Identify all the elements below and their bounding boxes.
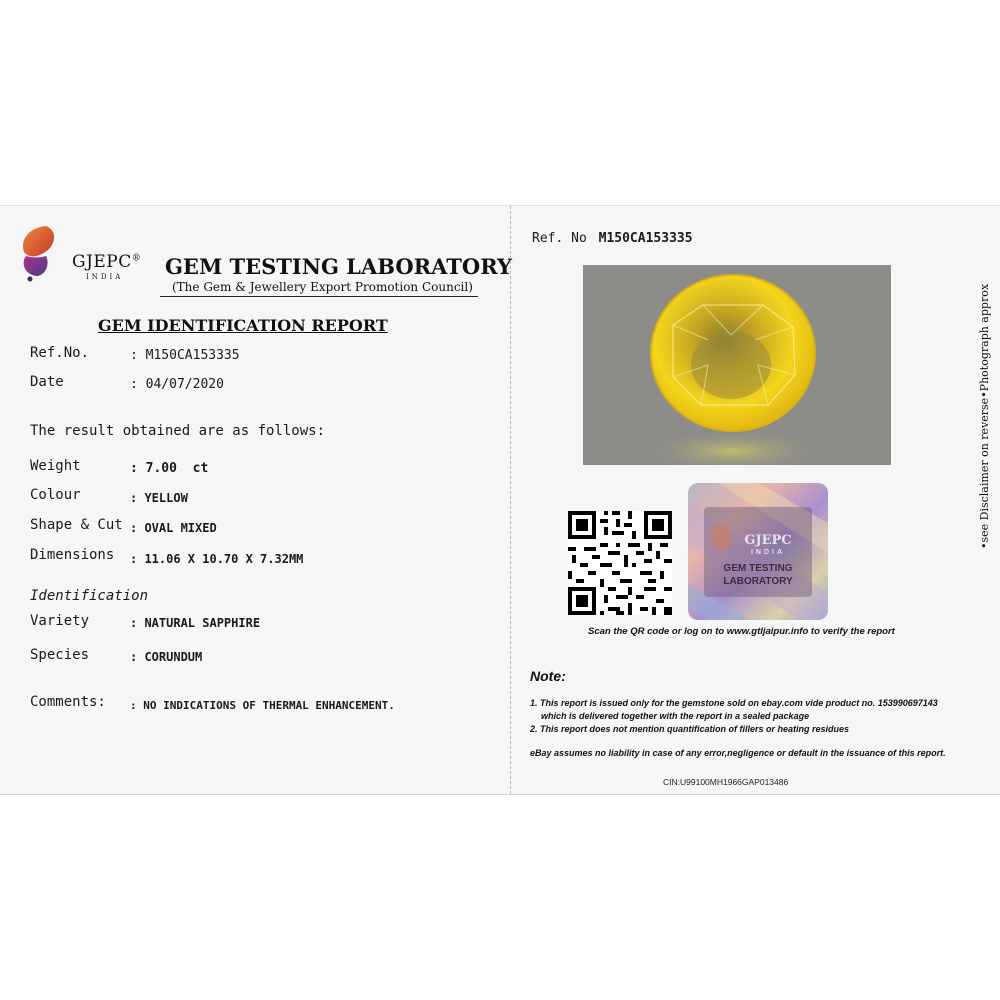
qr-code-icon — [568, 511, 672, 615]
colour-label: Colour — [30, 487, 81, 503]
dimensions-label: Dimensions — [30, 547, 115, 563]
species-label: Species — [30, 647, 90, 663]
logo-country: INDIA — [86, 273, 124, 281]
shape-label: Shape & Cut — [30, 517, 123, 533]
comments-label: Comments: — [30, 694, 106, 710]
butterfly-logo-icon — [16, 222, 66, 284]
identification-heading: Identification — [30, 588, 149, 604]
holo-country: INDIA — [750, 549, 786, 556]
ref-value: : M150CA153335 — [130, 348, 240, 363]
date-value: : 04/07/2020 — [130, 377, 224, 392]
hologram-seal — [688, 483, 828, 620]
ref-label: Ref.No. — [30, 345, 90, 361]
holo-line2: LABORATORY — [723, 576, 793, 587]
note-line-4: eBay assumes no liability in case of any error,negligence or default in the issuance of this report. — [530, 748, 946, 758]
species-value: : CORUNDUM — [130, 650, 203, 664]
right-ref — [532, 231, 693, 246]
yellow-sapphire-gem-icon — [583, 265, 891, 465]
holo-line1: GEM TESTING — [723, 563, 793, 574]
result-intro: The result obtained are as follows: — [30, 423, 326, 439]
qr-code[interactable] — [568, 511, 672, 615]
qr-caption: Scan the QR code or log on to www.gtljaipur.info to verify the report — [588, 626, 895, 637]
note-line-3: 2. This report does not mention quantification of fillers or heating residues — [530, 724, 850, 734]
report-title: GEM IDENTIFICATION REPORT — [98, 316, 388, 335]
gem-report-card — [0, 205, 1000, 795]
header-rule — [160, 296, 478, 297]
gjepc-logo — [16, 222, 146, 292]
colour-value: : YELLOW — [130, 491, 188, 505]
note-line-1: 1. This report is issued only for the gemstone sold on ebay.com vide product no. 153990697143 — [530, 698, 938, 708]
variety-label: Variety — [30, 613, 90, 629]
right-ref-value: M150CA153335 — [598, 231, 693, 246]
lab-subtitle: (The Gem & Jewellery Export Promotion Council) — [172, 280, 473, 294]
gemstone-photo — [583, 265, 891, 465]
lab-title: GEM TESTING LABORATORY — [165, 254, 512, 279]
weight-value: : 7.00 ct — [130, 461, 209, 476]
side-disclaimer: •see Disclaimer on reverse•Photograph approx — [978, 283, 991, 549]
shape-value: : OVAL MIXED — [130, 521, 217, 535]
holo-brand: GJEPC — [744, 533, 792, 548]
note-heading: Note: — [530, 668, 566, 684]
comments-value: : NO INDICATIONS OF THERMAL ENHANCEMENT. — [130, 699, 395, 712]
dimensions-value: : 11.06 X 10.70 X 7.32MM — [130, 552, 304, 566]
cin-number: CIN:U99100MH1966GAP013486 — [663, 777, 789, 787]
logo-brand: GJEPC — [72, 252, 132, 272]
date-label: Date — [30, 374, 64, 390]
logo-trademark: ® — [131, 253, 142, 264]
variety-value: : NATURAL SAPPHIRE — [130, 616, 261, 630]
note-line-2: which is delivered together with the report in a sealed package — [541, 711, 810, 721]
weight-label: Weight — [30, 458, 81, 474]
card-divider — [510, 206, 511, 794]
right-ref-label: Ref. No — [532, 231, 587, 246]
